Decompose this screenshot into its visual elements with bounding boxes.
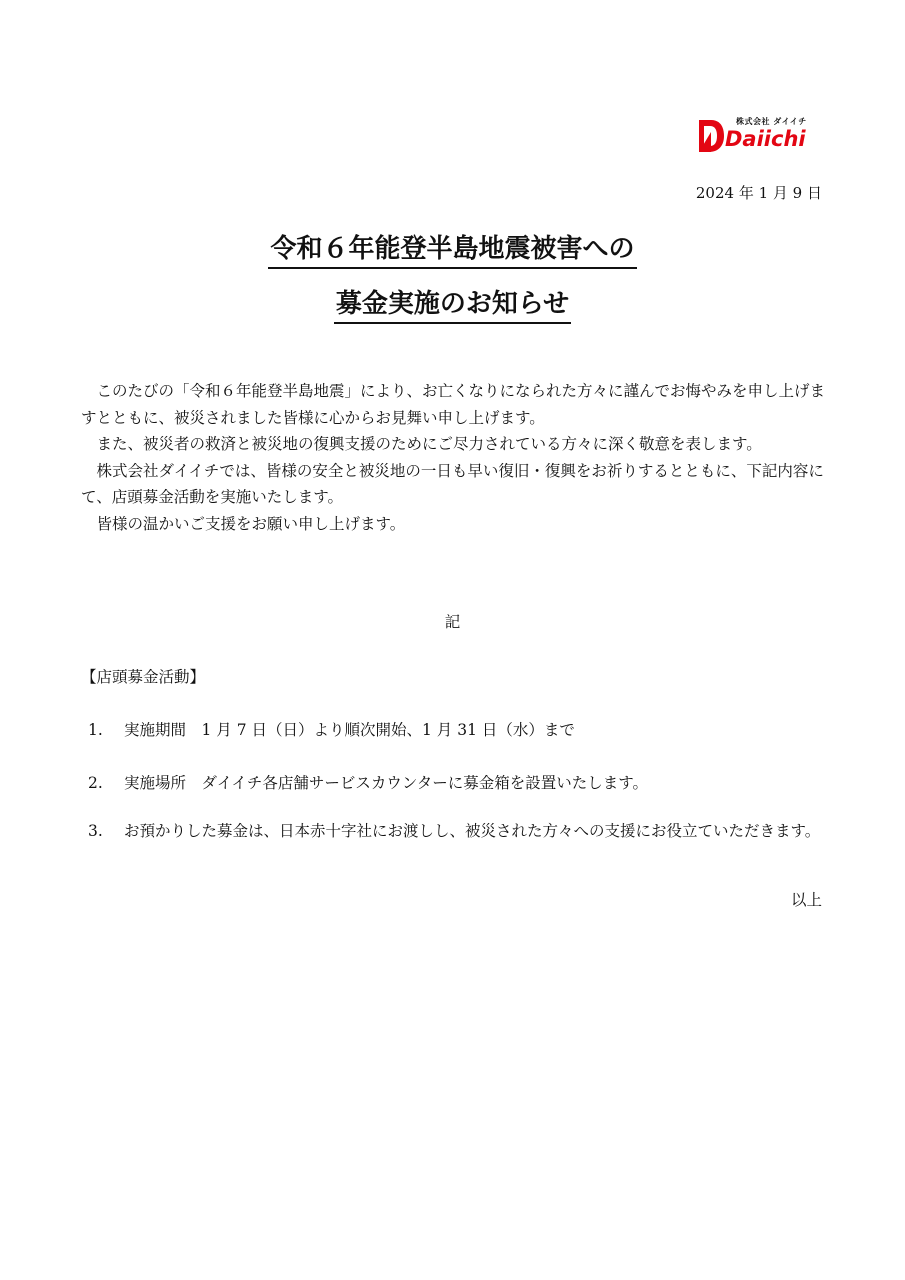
document-date: 2024 年 1 月 9 日 — [695, 184, 822, 202]
daiichi-logo-mark-icon — [697, 118, 725, 154]
list-item-text: 実施場所 ダイイチ各店舗サービスカウンターに募金箱を設置いたします。 — [124, 774, 649, 792]
list-item — [88, 770, 828, 797]
section-heading: 【店頭募金活動】 — [81, 668, 206, 686]
body-paragraph: 皆様の温かいご支援をお願い申し上げます。 — [96, 514, 406, 533]
document-title-line-1 — [0, 228, 905, 265]
title-line-2-text: 募金実施のお知らせ — [334, 289, 571, 324]
list-item-number: 2. — [88, 774, 103, 792]
list-item — [88, 717, 828, 744]
title-line-1-text: 令和６年能登半島地震被害への — [268, 234, 636, 269]
list-item-number: 1. — [88, 721, 103, 739]
list-item-number: 3. — [88, 822, 103, 840]
document-title-line-2 — [0, 283, 905, 320]
list-item-text: 実施期間 1 月 7 日（日）より順次開始、1 月 31 日（水）まで — [124, 721, 575, 739]
ki-heading: 記 — [444, 613, 461, 631]
list-item-text: お預かりした募金は、日本赤十字社にお渡しし、被災された方々への支援にお役立ていただきます。 — [124, 822, 821, 840]
body-paragraph: このたびの「令和６年能登半島地震」により、お亡くなりになられた方々に謹んでお悔やみを申し上げますとともに、被災されました皆様に心からお見舞い申し上げます。 — [81, 382, 826, 427]
list-item — [88, 818, 828, 845]
logo-company-name: 株式会社 ダイイチ — [736, 117, 807, 126]
body-text — [81, 378, 826, 537]
company-logo — [697, 116, 822, 156]
body-paragraph: また、被災者の救済と被災地の復興支援のためにご尽力されている方々に深く敬意を表します。 — [96, 435, 762, 453]
body-paragraph: 株式会社ダイイチでは、皆様の安全と被災地の一日も早い復旧・復興をお祈りするとともに、下記内容にて、店頭募金活動を実施いたします。 — [81, 461, 824, 506]
logo-brand-name: Daiichi — [725, 127, 806, 151]
closing-text: 以上 — [790, 891, 822, 909]
